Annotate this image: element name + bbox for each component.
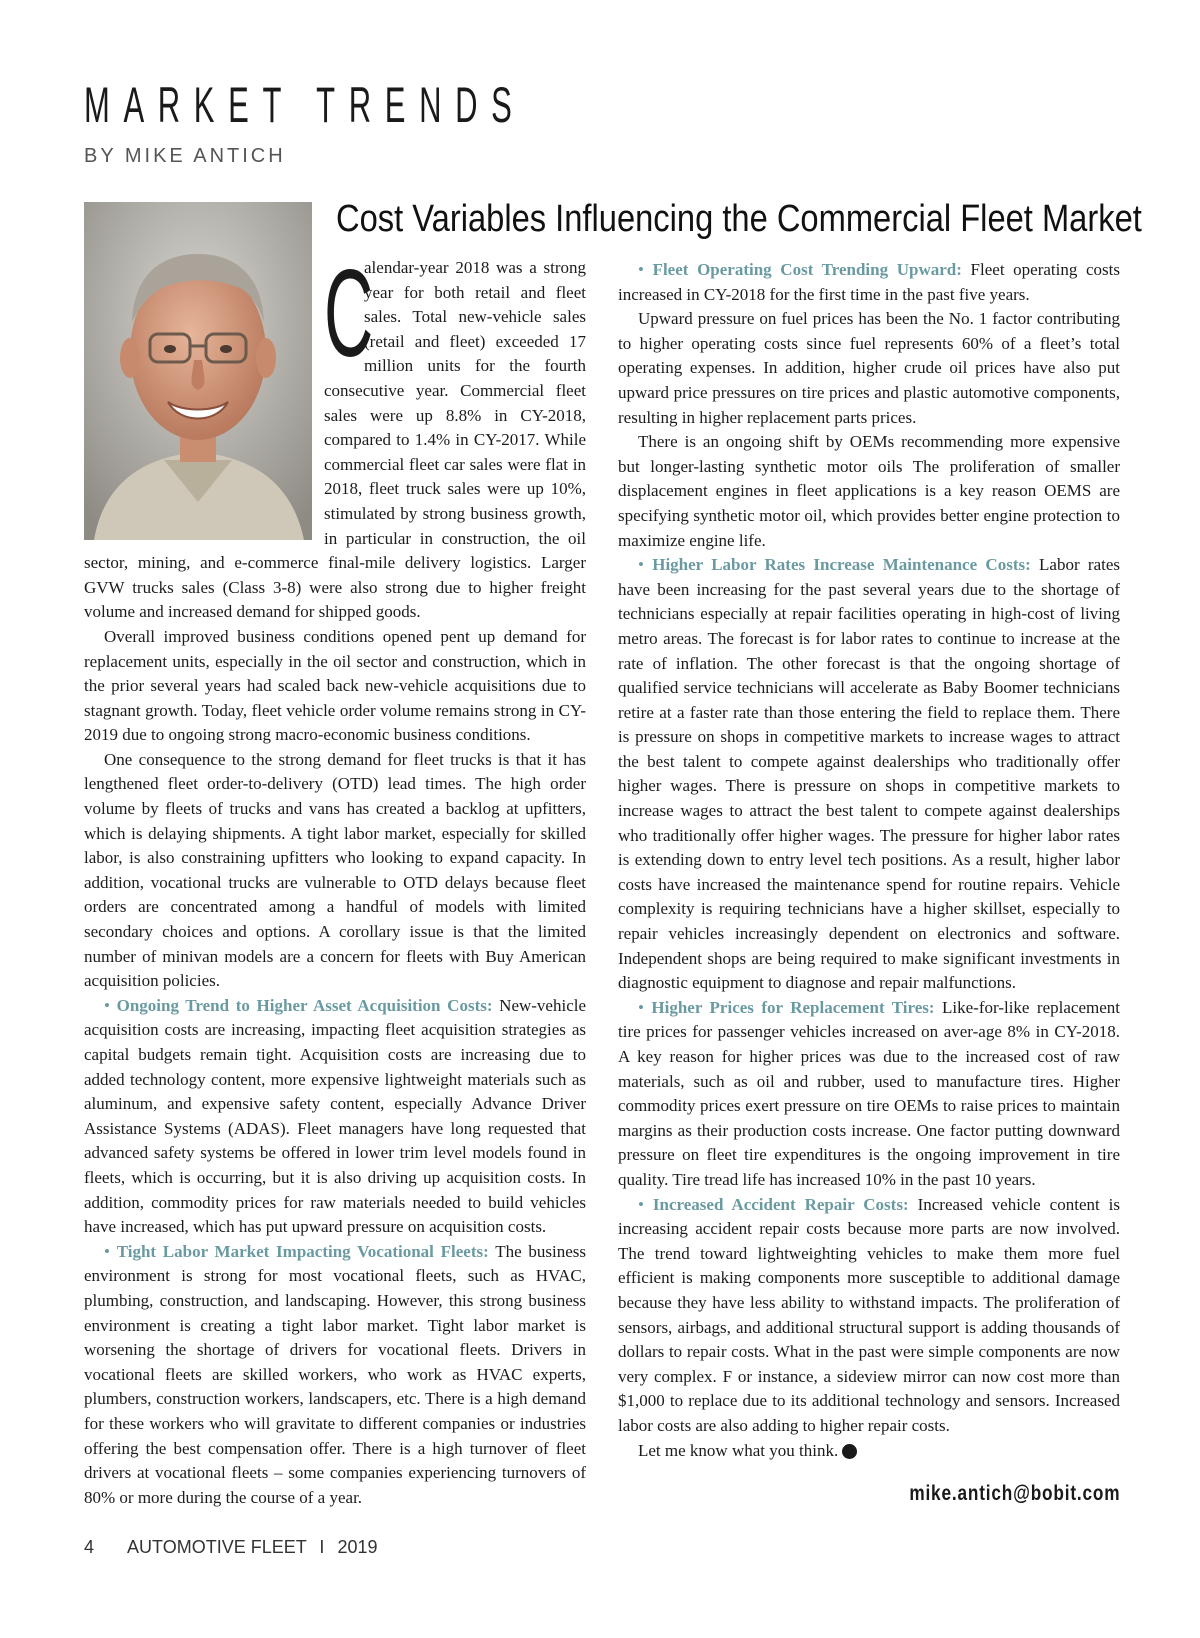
- bullet-heading: Higher Labor Rates Increase Maintenance Costs:: [652, 555, 1031, 575]
- bullet-paragraph: [618, 258, 1120, 307]
- page-footer: [84, 1537, 378, 1558]
- paragraph: There is an ongoing shift by OEMs recommending more expensive but longer-lasting synthetic motor oils The proliferation of smaller displacement engines in fleet applications is a key reason OEMS are specifying synthetic motor oil, which provides better engine protection to maximize engine life.: [618, 432, 1120, 550]
- page-number: 4: [84, 1537, 95, 1557]
- article-headline: Cost Variables Influencing the Commercial Fleet Market: [336, 198, 1142, 240]
- bullet-text: The business environment is strong for most vocational fleets, such as HVAC, plumbing, construction, and landscaping. However, this strong business environment is creating a tight labor market. Tight labor market is worsening the shortage of drivers for vocational fleets. Drivers in vocational fleets are skilled workers, who work as HVAC experts, plumbers, construction workers, landscapers, etc. There is a high demand for these workers who will gravitate to different companies or industries offering the best compensation offer. There is a high turnover of fleet drivers at vocational fleets – some companies experiencing turnovers of 80% or more during the course of a year.: [84, 1241, 586, 1507]
- paragraph: Overall improved business conditions opened pent up demand for replacement units, especially in the oil sector and construction, which in the prior several years had scaled back new-vehicle acquisitions due to stagnant growth. Today, fleet vehicle order volume remains strong in CY-2019 due to ongoing strong macro-economic business conditions.: [84, 626, 586, 745]
- bullet-heading: Higher Prices for Replacement Tires:: [651, 997, 935, 1017]
- article-column-left: [84, 245, 587, 1510]
- bullet-text: Labor rates have been increasing for the past several years due to the shortage of technicians especially at repair facilities operating in high-cost of living metro areas. The forecast is for labor rates to continue to increase at the rate of inflation. The other forecast is that the ongoing shortage of qualified service technicians will accelerate as Baby Boomer technicians retire at a faster rate than those entering the field to replace them. There is pressure on shops in competitive markets to increase wages to attract the best talent to compete against dealerships who traditionally offer higher wages. There is pressure on shops in competitive markets to increase wages to attract the best talent to compete against dealerships who traditionally offer higher wages. The pressure for higher labor rates is extending down to entry level tech positions. As a result, higher labor costs have increased the maintenance spend for routine repairs. Vehicle complexity is requiring technicians have a higher skillset, especially to repair vehicles increasingly dependent on electronics and software. Independent shops are being required to make significant investments in diagnostic equipment to diagnose and repair malfunctions.: [618, 555, 1121, 993]
- bullet-icon: •: [638, 260, 644, 279]
- bullet-icon: •: [638, 997, 644, 1017]
- bullet-paragraph: [618, 996, 1120, 1193]
- bullet-heading: Ongoing Trend to Higher Asset Acquisition Costs:: [116, 995, 493, 1015]
- author-email-link[interactable]: mike.antich@bobit.com: [908, 1482, 1120, 1505]
- bullet-paragraph: [618, 553, 1120, 996]
- paragraph: Upward pressure on fuel prices has been the No. 1 factor contributing to higher operating costs since fuel represents 60% of a fleet’s total operating expenses. In addition, higher crude oil prices have also put upward price pressures on tire prices and plastic automotive components, resulting in higher replacement parts prices.: [618, 309, 1120, 427]
- footer-separator: I: [319, 1537, 325, 1557]
- section-title: MARKET TRENDS: [84, 77, 526, 133]
- bullet-text: Fleet operating costs increased in CY-2018 for the first time in the past five years.: [618, 260, 1120, 304]
- intro-text: alendar-year 2018 was a strong year for both retail and fleet sales. Total new-vehicle sales (retail and fleet) exceeded 17 million units for the fourth consecutive year. Commercial fleet sales were up 8.8% in CY-2018, compared to 1.4% in CY-2017. While commercial fleet car sales were flat in 2018, fleet truck sales were up 10%, stimulated by strong business growth, in particular in construction, the oil sector, mining, and e-commerce final-mile delivery logistics. Larger GVW trucks sales (Class 3-8) were also strong due to higher freight volume and increased demand for shipped goods.: [84, 258, 586, 622]
- bullet-icon: •: [104, 995, 110, 1015]
- bullet-text: New-vehicle acquisition costs are increasing, impacting fleet acquisition strategies as capital budgets remain tight. Acquisition costs are increasing due to added technology content, more expensive lightweight materials such as aluminum, and expensive safety content, especially Advance Driver Assistance Systems (ADAS). Fleet managers have long requested that advanced safety systems be offered in lower trim level models found in fleets, which is occurring, but it is also driving up acquisition costs. In addition, commodity prices for raw materials needed to build vehicles have increased, which has put upward pressure on acquisition costs.: [84, 995, 587, 1237]
- drop-cap: C: [324, 245, 374, 383]
- paragraph: One consequence to the strong demand for fleet trucks is that it has lengthened fleet order-to-delivery (OTD) lead times. The high order volume by fleets of trucks and vans has created a backlog at upfitters, which is delaying shipments. A tight labor market, especially for skilled labor, is also constraining upfitters who looking to expand capacity. In addition, vocational trucks are vulnerable to OTD delays because fleet orders are concentrated among a handful of models with limited secondary choices and options. A corollary issue is that the limited number of minivan models are a concern for fleets with Buy American acquisition policies.: [84, 749, 586, 991]
- af-logo-icon: AF: [842, 1444, 857, 1459]
- photo-wrap-spacer: [84, 256, 324, 546]
- bullet-icon: •: [638, 555, 644, 575]
- bullet-heading: Increased Accident Repair Costs:: [652, 1194, 909, 1214]
- bullet-text: Increased vehicle content is increasing accident repair costs because more parts are now involved. The trend toward lightweighting vehicles to make them more fuel efficient is making components more susceptible to additional damage because they have less ability to withstand impacts. The proliferation of sensors, airbags, and additional structural support is adding thousands of dollars to repair costs. What in the past were simple components are now very complex. F or instance, a sideview mirror can now cost more than $1,000 to replace due to its additional technology and sensors. Increased labor costs are also adding to higher repair costs.: [618, 1194, 1121, 1435]
- bullet-text: Like-for-like replacement tire prices for passenger vehicles increased on aver-age 8% in CY-2018. A key reason for higher prices was due to the increased cost of raw materials, such as oil and rubber, used to manufacture tires. Higher commodity prices exert pressure on tire OEMs to raise prices to maintain margins as their production costs increase. One factor putting downward pressure on fleet tire expenditures is the ongoing improvement in tire quality. Tire tread life has increased 10% in the past 10 years.: [618, 997, 1120, 1189]
- bullet-icon: •: [638, 1194, 644, 1214]
- closing-line: [618, 1439, 1120, 1464]
- bullet-heading: Tight Labor Market Impacting Vocational Fleets:: [116, 1241, 489, 1261]
- byline: BY MIKE ANTICH: [84, 145, 286, 167]
- bullet-paragraph: [84, 994, 586, 1240]
- publication-name: AUTOMOTIVE FLEET: [127, 1537, 307, 1557]
- bullet-paragraph: [84, 1240, 586, 1511]
- bullet-heading: Fleet Operating Cost Trending Upward:: [652, 260, 962, 279]
- publication-year: 2019: [337, 1537, 378, 1557]
- article-column-right: [618, 258, 1120, 1463]
- closing-text: Let me know what you think.: [638, 1440, 839, 1460]
- bullet-paragraph: [618, 1193, 1120, 1439]
- bullet-icon: •: [104, 1241, 110, 1261]
